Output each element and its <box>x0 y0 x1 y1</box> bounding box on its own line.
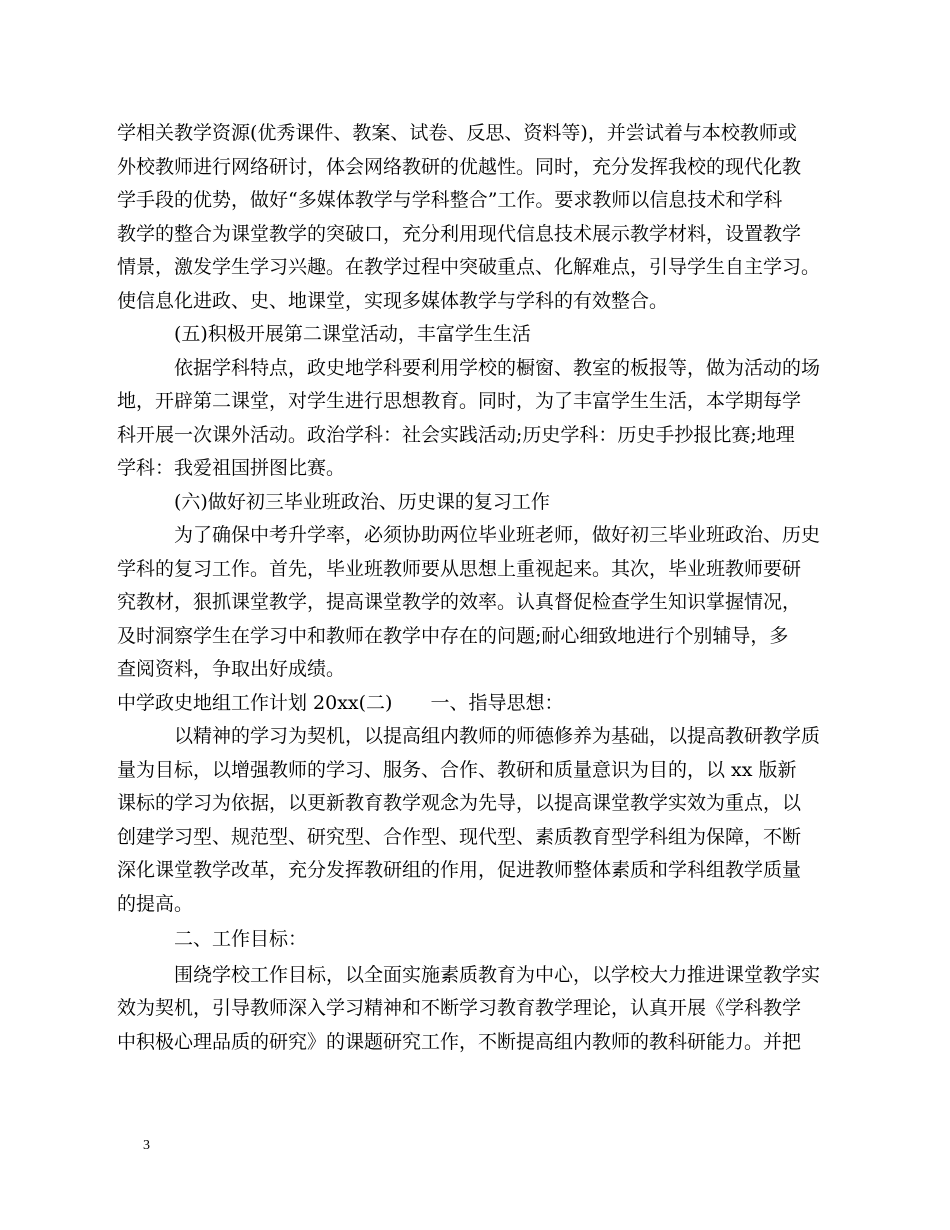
text-line: 查阅资料，争取出好成绩。 <box>117 658 346 680</box>
text-line: 量为目标，以增强教师的学习、服务、合作、教研和质量意识为目的，以 xx 版新 <box>117 758 797 781</box>
text-line: 依据学科特点，政史地学科要利用学校的橱窗、教室的板报等，做为活动的场 <box>174 356 821 379</box>
text-line: 学手段的优势，做好“多媒体教学与学科整合”工作。要求教师以信息技术和学科 <box>117 189 783 211</box>
text-line: 学相关教学资源(优秀课件、教案、试卷、反思、资料等)，并尝试着与本校教师或 <box>117 122 797 144</box>
text-line: 中积极心理品质的研究》的课题研究工作，不断提高组内教师的教科研能力。并把 <box>117 1030 802 1053</box>
text-line: 使信息化进政、史、地课堂，实现多媒体教学与学科的有效整合。 <box>117 289 669 312</box>
body-text <box>117 117 829 1059</box>
text-line: 为了确保中考升学率，必须协助两位毕业班老师，做好初三毕业班政治、历史 <box>174 524 821 546</box>
section-heading: (五)积极开展第二课堂活动，丰富学生生活 <box>174 323 531 345</box>
text-line: 情景，激发学生学习兴趣。在教学过程中突破重点、化解难点，引导学生自主学习。 <box>117 256 821 278</box>
text-line: 创建学习型、规范型、研究型、合作型、现代型、素质教育型学科组为保障，不断 <box>117 825 802 848</box>
text-line: 科开展一次课外活动。政治学科：社会实践活动;历史学科：历史手抄报比赛;地理 <box>117 423 795 446</box>
document-title-line: 中学政史地组工作计划 20xx(二) 一、指导思想： <box>117 691 564 714</box>
text-line: 效为契机，引导教师深入学习精神和不断学习教育教学理论，认真开展《学科教学 <box>117 997 802 1019</box>
text-line: 学科的复习工作。首先，毕业班教师要从思想上重视起来。其次，毕业班教师要研 <box>117 557 802 580</box>
text-line: 学科：我爱祖国拼图比赛。 <box>117 457 346 479</box>
text-line: 地，开辟第二课堂，对学生进行思想教育。同时，为了丰富学生生活，本学期每学 <box>117 390 802 412</box>
text-line: 究教材，狠抓课堂教学，提高课堂教学的效率。认真督促检查学生知识掌握情况， <box>117 591 802 613</box>
text-line: 以精神的学习为契机，以提高组内教师的师德修养为基础，以提高教研教学质 <box>174 725 821 747</box>
text-line: 深化课堂教学改革，充分发挥教研组的作用，促进教师整体素质和学科组教学质量 <box>117 859 802 881</box>
text-line: 围绕学校工作目标，以全面实施素质教育为中心，以学校大力推进课堂教学实 <box>174 963 821 986</box>
section-heading: 二、工作目标： <box>174 928 308 950</box>
page-number: 3 <box>143 1138 150 1153</box>
text-line: 及时洞察学生在学习中和教师在教学中存在的问题;耐心细致地进行个别辅导，多 <box>117 624 789 647</box>
text-line: 外校教师进行网络研讨，体会网络教研的优越性。同时，充分发挥我校的现代化教 <box>117 155 802 178</box>
text-line: 课标的学习为依据，以更新教育教学观念为先导，以提高课堂教学实效为重点，以 <box>117 792 802 814</box>
section-heading: (六)做好初三毕业班政治、历史课的复习工作 <box>174 490 550 513</box>
text-line: 教学的整合为课堂教学的突破口，充分利用现代信息技术展示教学材料，设置教学 <box>117 222 802 245</box>
text-line: 的提高。 <box>117 892 194 915</box>
